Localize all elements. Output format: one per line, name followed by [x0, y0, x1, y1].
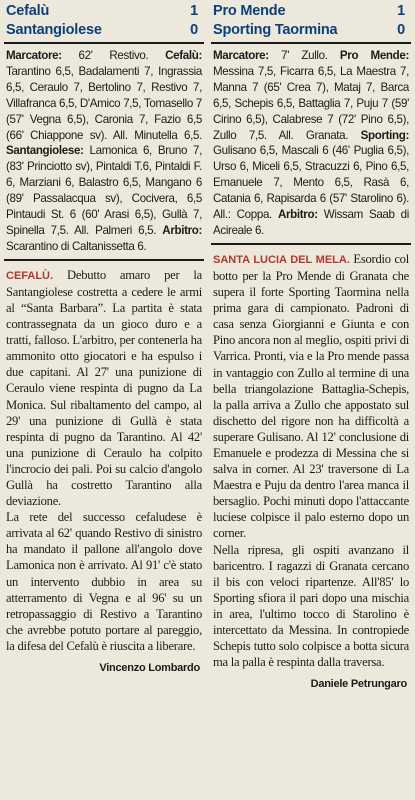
referee-label: Arbitro: — [162, 223, 202, 237]
home-team-name: Pro Mende — [213, 3, 286, 19]
referee-label: Arbitro: — [278, 208, 318, 222]
scorer-text: 62' Restivo. — [61, 49, 166, 62]
away-team-name: Santangiolese — [6, 22, 102, 38]
details-text — [213, 48, 409, 239]
match-header — [4, 0, 204, 44]
match-header — [211, 0, 411, 44]
home-team-row — [213, 2, 409, 21]
match-details — [211, 44, 411, 239]
team1-lineup: Messina 7,5, Ficarra 6,5, La Maestra 7, Manna 7 (65' Crea 7), Mataj 7, Barca 6,5, Schepis 6,5, Battaglia 7, Puju 7 (59' Cirino 6,5), Calabrese 7 (72' Pino 6,5), Zullo 7,5. All. Granata. — [213, 64, 409, 142]
article-dateline: SANTA LUCIA DEL MELA. — [213, 253, 350, 266]
team1-label: Cefalù: — [165, 49, 202, 62]
scorer-label: Marcatore: — [213, 49, 269, 62]
home-team-row — [6, 2, 202, 21]
article-paragraph — [6, 267, 202, 509]
article-author: Daniele Petrungaro — [310, 678, 407, 691]
away-team-score: 0 — [190, 22, 198, 38]
match-details — [4, 44, 204, 255]
article-paragraph — [213, 251, 409, 542]
team2-label: Santangiolese: — [6, 144, 84, 158]
article-text: Esordio col botto per la Pro Mende di Granata che supera il forte Sporting Taormina nella prima gara di campionato. Padroni di casa senza Giorgianni e Giunta e con Pino ancora non al meglio, ospiti privi di Varrica. Pronti, via e la Pro mende passa in vantaggio con Zullo al termine di una bella triangolazione Battaglia-Schepis, la palla arriva a Zullo che appostato sul dischetto del rigore non ha difficoltà a superare Gulisano. Al 12' conclusione di Emanuele e prodezza di Messina che si salva in corner. Al 23' traversone di La Maestra e Puju da dentro l'area manca il bersaglio. Pochi minuti dopo l'attaccante luciese colpisce il palo esterno dopo un corner. — [213, 251, 409, 541]
referee-text: Wissam Saab di Acireale 6. — [213, 208, 410, 237]
home-team-name: Cefalù — [6, 3, 50, 19]
away-team-row — [6, 21, 202, 40]
scorer-text: 7' Zullo. — [268, 49, 340, 62]
article-author: Vincenzo Lombardo — [99, 662, 200, 675]
article-dateline: CEFALÙ. — [6, 269, 54, 282]
article-body — [4, 261, 204, 676]
home-team-score: 1 — [190, 3, 198, 19]
team2-label: Sporting: — [360, 128, 409, 142]
article-paragraph-2: La rete del successo cefaludese è arrivata al 62' quando Restivo di sinistro ha mandato il pallone all'angolo dove Lamonica non è arrivato. Al 91' c'è stato un intervento dubbio in area su atterramento di Vegna e al 96' su un retropassaggio di Restivo a Tarantino che avrebbe potuto portare al pareggio, la difesa del Cefalù è riuscita a liberare. — [6, 510, 202, 653]
match-report-cefalu — [4, 0, 204, 676]
team2-lineup: Gulisano 6,5, Mascali 6 (46' Puglia 6,5), Urso 6, Miceli 6,5, Stracuzzi 6, Pino 6,5, Emanuele 7, Mento 6,5, Rasà 6, Catania 6, Rapisarda 6 (57' Starolino 6). All.: Coppa. — [213, 144, 409, 222]
article-paragraph-2: Nella ripresa, gli ospiti avanzano il baricentro. I ragazzi di Granata cercano il bis con veloci ripartenze. All'85' lo Sporting sfiora il pari dopo una mischia in area, l'ultimo tocco di Starolino è intercettato da Messina. In contropiede Schepis tutto solo colpisce a botta sicura ma la palla è respinta dalla traversa. — [213, 542, 409, 670]
team1-lineup: Tarantino 6,5, Badalamenti 7, Ingrassia 6,5, Ceraulo 7, Bertolino 7, Restivo 7, Villafranca 6,5, D'Amico 7,5, Tomasello 7 (57' Vegna 6,5), Caronia 7, Fazio 6,5 (66' Chiappone sv). All. Minutella 6,5. — [6, 64, 202, 142]
referee-text: Scarantino di Caltanissetta 6. — [6, 239, 147, 253]
home-team-score: 1 — [397, 3, 405, 19]
match-report-pro-mende — [211, 0, 411, 692]
article-body — [211, 245, 411, 693]
away-team-row — [213, 21, 409, 40]
details-text — [6, 48, 202, 255]
away-team-name: Sporting Taormina — [213, 22, 338, 38]
team1-label: Pro Mende: — [339, 49, 409, 62]
scorer-label: Marcatore: — [6, 49, 62, 62]
away-team-score: 0 — [397, 22, 405, 38]
team2-lineup: Lamonica 6, Bruno 7, (83' Princiotto sv), Pintaldi T.6, Pintaldi F. 6, Marziani 6, Balastro 6,5, Mangano 6 (89' Passalacqua sv), Cocivera, 6,5 Pintaudi St. 6 (60' Arasi 6,5), Gullà 7, Spinella 7,5. All. Palmeri 6,5. — [6, 144, 202, 237]
article-text: Debutto amaro per la Santangiolese costretta a cedere le armi al “Santa Barbara”. La partita è stata contrassegnata da un gioco duro e a tratti, falloso. L'arbitro, per contenerla ha ammonito otto giocatori e ha espulso i due capitani. Al 27' una punizione di Ceraulo viene respinta di pugno da La Monica. Sul ribaltamento del campo, al 29' una punizione di Gullà è stata respinta di pugno da Tarantino. Al 42' una punizione di Ceraulo ha colpito l'incrocio dei pali. Poi su calcio d'angolo Gullà ha costretto Tarantino alla deviazione. — [6, 267, 202, 509]
